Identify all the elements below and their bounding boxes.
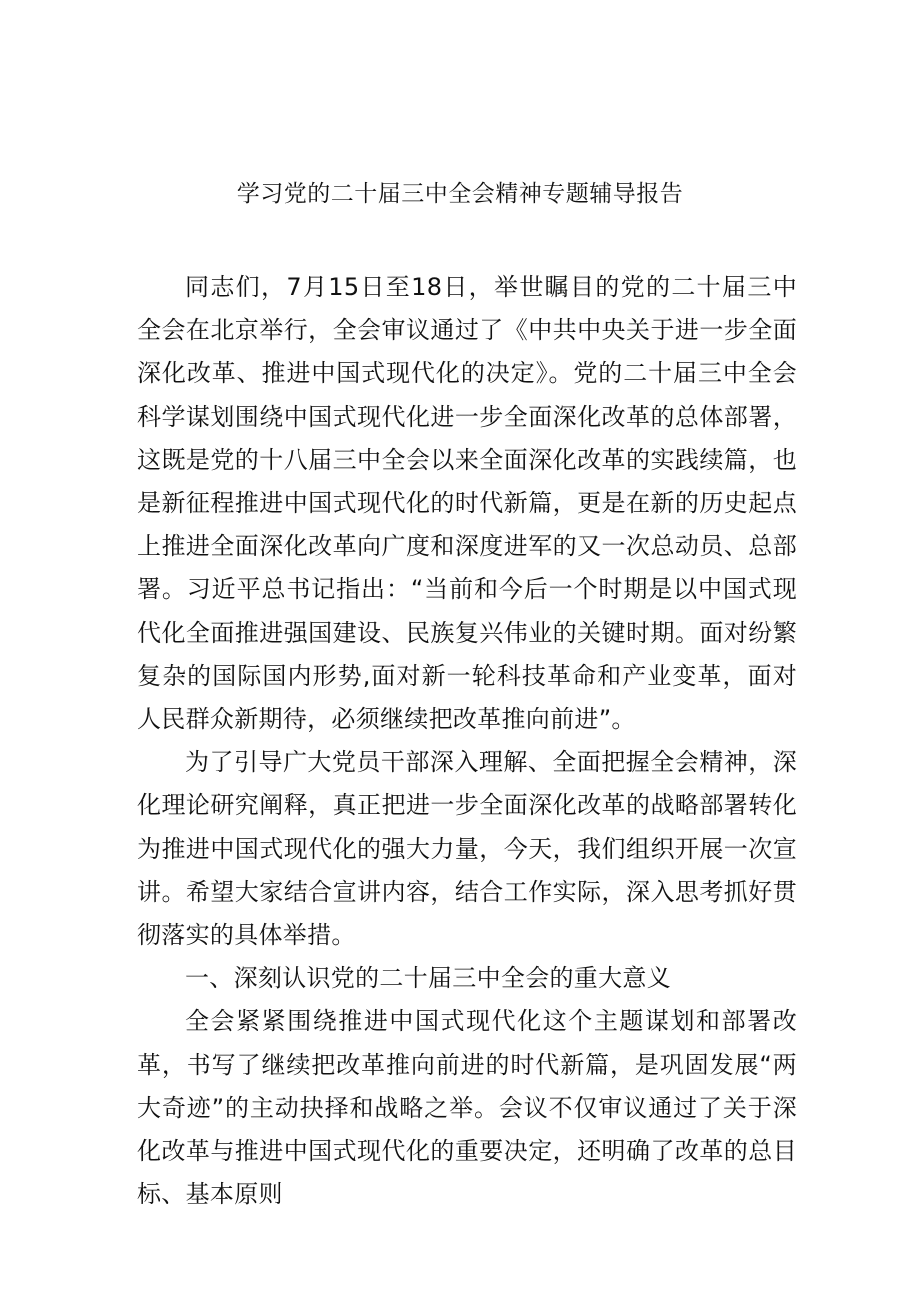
paragraph-section-1: 全会紧紧围绕推进中国式现代化这个主题谋划和部署改革，书写了继续把改革推向前进的时代新篇，是巩固发展“两大奇迹”的主动抉择和战略之举。会议不仅审议通过了关于深化改革与推进中国式现代化的重要决定，还明确了改革的总目标、基本原则	[137, 1007, 798, 1209]
document-body	[137, 266, 797, 1216]
paragraph-purpose: 为了引导广大党员干部深入理解、全面把握全会精神，深化理论研究阐释，真正把进一步全面深化改革的战略部署转化为推进中国式现代化的强大力量，今天，我们组织开展一次宣讲。希望大家结合宣讲内容，结合工作实际，深入思考抓好贯彻落实的具体举措。	[137, 748, 797, 950]
section-heading-1: 一、深刻认识党的二十届三中全会的重大意义	[185, 964, 671, 993]
document-title: 学习党的二十届三中全会精神专题辅导报告	[236, 181, 684, 207]
paragraph-opening: 同志们，7月15日至18日，举世瞩目的党的二十届三中全会在北京举行，全会审议通过了《中共中央关于进一步全面深化改革、推进中国式现代化的决定》。党的二十届三中全会科学谋划围绕中国式现代化进一步全面深化改革的总体部署，这既是党的十八届三中全会以来全面深化改革的实践续篇，也是新征程推进中国式现代化的时代新篇，更是在新的历史起点上推进全面深化改革向广度和深度进军的又一次总动员、总部署。习近平总书记指出：“当前和今后一个时期是以中国式现代化全面推进强国建设、民族复兴伟业的关键时期。面对纷繁复杂的国际国内形势,面对新一轮科技革命和产业变革，面对人民群众新期待，必须继续把改革推向前进”。	[137, 273, 798, 734]
